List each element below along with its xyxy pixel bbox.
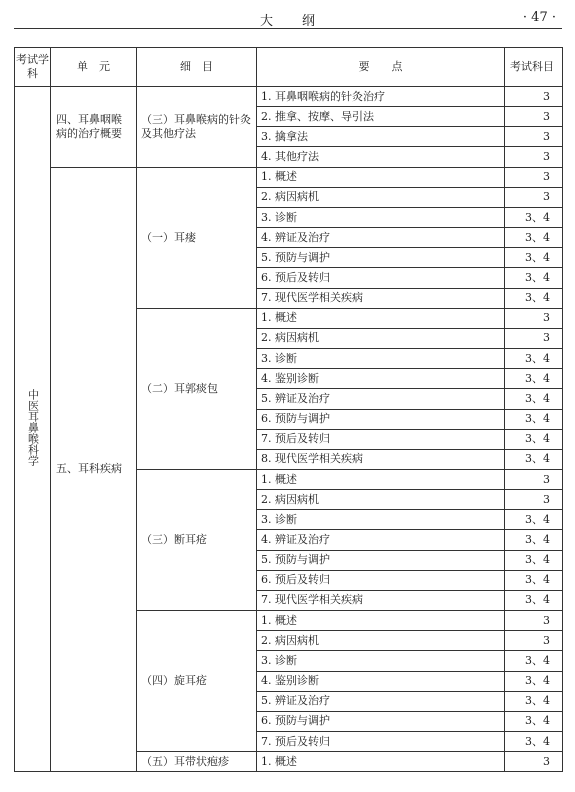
level-cell: 3、4 [505,732,563,752]
level-cell: 3 [505,87,563,107]
level-cell: 3 [505,752,563,772]
level-cell: 3、4 [505,268,563,288]
point-cell: 6. 预后及转归 [257,268,505,288]
level-cell: 3、4 [505,570,563,590]
point-cell: 1. 概述 [257,167,505,187]
point-cell: 1. 概述 [257,611,505,631]
level-cell: 3 [505,308,563,328]
point-cell: 6. 预防与调护 [257,711,505,731]
level-cell: 3 [505,631,563,651]
level-cell: 3、4 [505,409,563,429]
point-cell: 1. 概述 [257,752,505,772]
point-cell: 1. 概述 [257,469,505,489]
level-cell: 3、4 [505,207,563,227]
point-cell: 5. 预防与调护 [257,550,505,570]
level-cell: 3、4 [505,389,563,409]
point-cell: 5. 辨证及治疗 [257,389,505,409]
subject-cell [15,87,51,772]
point-cell: 1. 耳鼻咽喉病的针灸治疗 [257,87,505,107]
level-cell: 3 [505,187,563,207]
point-cell: 3. 擒拿法 [257,127,505,147]
level-cell: 3、4 [505,651,563,671]
item-cell: （一）耳瘘 [137,167,257,308]
item-cell: （二）耳郭痰包 [137,308,257,469]
col-header-point: 要 点 [257,48,505,87]
level-cell: 3、4 [505,590,563,610]
level-cell: 3、4 [505,711,563,731]
table-body [15,87,563,772]
point-cell: 2. 病因病机 [257,490,505,510]
col-header-unit: 单 元 [51,48,137,87]
level-cell: 3 [505,167,563,187]
level-cell: 3 [505,490,563,510]
table-header-row [15,48,563,87]
table-row [15,87,563,107]
unit-cell: 五、耳科疾病 [51,167,137,772]
point-cell: 7. 预后及转归 [257,732,505,752]
point-cell: 3. 诊断 [257,349,505,369]
point-cell: 4. 辨证及治疗 [257,228,505,248]
point-cell: 5. 辨证及治疗 [257,691,505,711]
level-cell: 3、4 [505,449,563,469]
point-cell: 3. 诊断 [257,510,505,530]
point-cell: 2. 推拿、按摩、导引法 [257,107,505,127]
page-number: · 47 · [522,10,556,25]
point-cell: 3. 诊断 [257,207,505,227]
point-cell: 7. 预后及转归 [257,429,505,449]
point-cell: 2. 病因病机 [257,631,505,651]
item-cell: （五）耳带状疱疹 [137,752,257,772]
level-cell: 3 [505,328,563,348]
level-cell: 3 [505,611,563,631]
point-cell: 8. 现代医学相关疾病 [257,449,505,469]
unit-cell: 四、耳鼻咽喉病的治疗概要 [51,87,137,168]
point-cell: 1. 概述 [257,308,505,328]
col-header-subject: 考试学科 [15,48,51,87]
level-cell: 3 [505,107,563,127]
point-cell: 4. 鉴别诊断 [257,671,505,691]
point-cell: 6. 预防与调护 [257,409,505,429]
subject-label: 中医耳鼻喉科学 [26,388,40,466]
item-cell: （四）旋耳疮 [137,611,257,752]
col-header-level: 考试科目 [505,48,563,87]
point-cell: 7. 现代医学相关疾病 [257,288,505,308]
item-cell: （三）断耳疮 [137,469,257,610]
point-cell: 2. 病因病机 [257,328,505,348]
level-cell: 3 [505,147,563,167]
point-cell: 5. 预防与调护 [257,248,505,268]
level-cell: 3、4 [505,691,563,711]
level-cell: 3、4 [505,429,563,449]
level-cell: 3、4 [505,550,563,570]
level-cell: 3、4 [505,228,563,248]
point-cell: 4. 其他疗法 [257,147,505,167]
page-title: 大 纲 [259,14,316,29]
level-cell: 3、4 [505,510,563,530]
point-cell: 3. 诊断 [257,651,505,671]
point-cell: 2. 病因病机 [257,187,505,207]
point-cell: 4. 鉴别诊断 [257,369,505,389]
point-cell: 4. 辨证及治疗 [257,530,505,550]
level-cell: 3 [505,469,563,489]
level-cell: 3、4 [505,671,563,691]
level-cell: 3、4 [505,288,563,308]
syllabus-table [14,47,563,772]
level-cell: 3、4 [505,530,563,550]
level-cell: 3、4 [505,248,563,268]
item-cell: （三）耳鼻喉病的针灸及其他疗法 [137,87,257,168]
col-header-item: 细 目 [137,48,257,87]
point-cell: 6. 预后及转归 [257,570,505,590]
level-cell: 3、4 [505,369,563,389]
table-row [15,167,563,187]
level-cell: 3、4 [505,349,563,369]
level-cell: 3 [505,127,563,147]
page-header [14,8,562,29]
point-cell: 7. 现代医学相关疾病 [257,590,505,610]
